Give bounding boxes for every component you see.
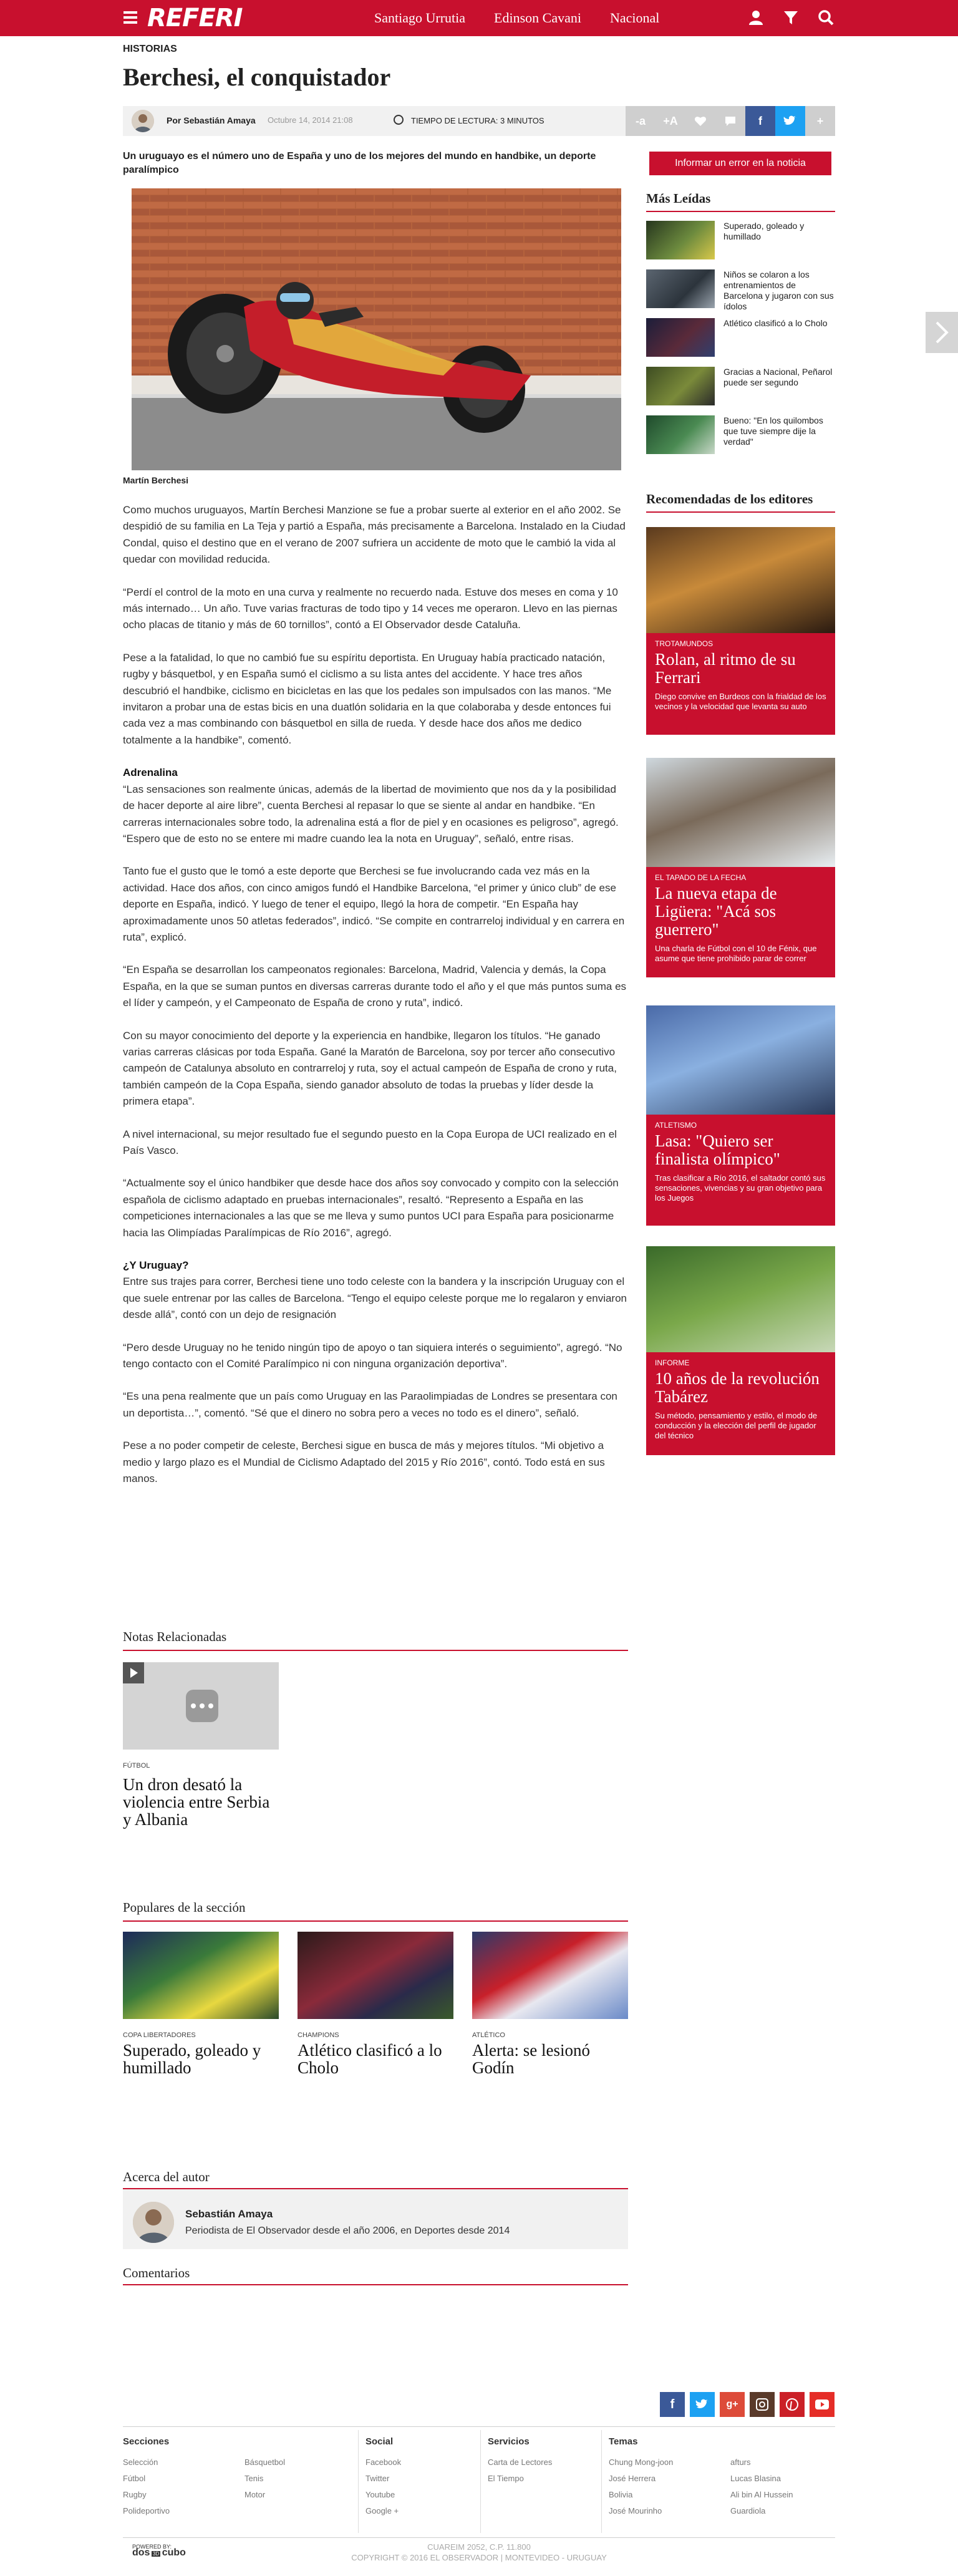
footer-col-title: Secciones (123, 2436, 170, 2447)
footer-link[interactable]: Fútbol (123, 2474, 146, 2483)
nav-link-santiago-urrutia[interactable]: Santiago Urrutia (374, 10, 466, 26)
card-title[interactable]: Atlético clasificó a lo Cholo (298, 2041, 442, 2077)
search-icon[interactable] (817, 9, 835, 26)
main-nav (374, 0, 659, 36)
footer-col-divider (601, 2430, 602, 2533)
card-description: Su método, pensamiento y estilo, el modo de conducción y la elección del perfil de jugador del técnico (655, 1411, 818, 1440)
facebook-share-button[interactable]: f (745, 106, 775, 136)
footer-link[interactable]: Google + (365, 2506, 399, 2515)
card-title[interactable]: Alerta: se lesionó Godín (472, 2041, 590, 2077)
paragraph: “Es una pena realmente que un país como Uruguay en las Paraolimpiadas de Londres se presentara con un deportista…”, comentó. “Sé que el dinero no sobra pero a veces no todo es el dinero”, señaló. (123, 1390, 617, 1419)
editors-card-image[interactable] (646, 527, 835, 633)
footer-link[interactable]: El Tiempo (488, 2474, 524, 2483)
popular-card-image[interactable] (298, 1932, 453, 2019)
editors-card[interactable] (646, 527, 835, 735)
most-read-item[interactable] (646, 318, 835, 367)
related-card[interactable] (123, 1662, 279, 1828)
reading-time: TIEMPO DE LECTURA: 3 MINUTOS (411, 116, 544, 125)
author-name[interactable]: Sebastián Amaya (185, 2208, 273, 2220)
author-avatar[interactable] (133, 2202, 174, 2243)
paragraph: Tanto fue el gusto que le tomó a este deporte que Berchesi se fue involucrando cada vez más en la actividad. Hace dos años, con cinco amigos fundó el Handbike Barcelona, “el primer y único club” de ese deporte en España, indicó. Y luego de tener el equipo, llegó la hora de competir. “En España hay aproximadamente unos 50 atletas federados”, indicó. “Se compite en contrarreloj individual y en carrera en ruta”, explicó. (123, 865, 625, 943)
card-kicker: TROTAMUNDOS (655, 639, 714, 648)
footer-link[interactable]: Motor (244, 2490, 266, 2499)
card-kicker: ATLETISMO (655, 1121, 697, 1130)
filter-icon[interactable] (782, 9, 800, 26)
menu-icon[interactable] (123, 11, 137, 24)
footer-col-title: Temas (609, 2436, 638, 2447)
footer-divider (123, 2426, 835, 2427)
powered-by-brand-suffix: cubo (162, 2547, 186, 2558)
divider (123, 1650, 628, 1651)
footer-link[interactable]: Tenis (244, 2474, 264, 2483)
card-title[interactable]: 10 años de la revolución Tabárez (655, 1369, 820, 1406)
card-title[interactable]: Un dron desató la violencia entre Serbia y Albania (123, 1775, 270, 1829)
footer-link[interactable]: Youtube (365, 2490, 395, 2499)
paragraph: “Pero desde Uruguay no he tenido ningún tipo de apoyo o tan siquiera interés o seguimiento”, agregó. “No tengo contacto con el Comité Paralímpico ni con ninguna organización deportiva”. (123, 1341, 622, 1370)
most-read-title[interactable]: Bueno: "En los quilombos que tuve siempre dije la verdad" (723, 415, 823, 447)
most-read-list (646, 221, 835, 464)
footer-copyright: COPYRIGHT © 2016 EL OBSERVADOR | MONTEVIDEO - URUGUAY (351, 2553, 607, 2562)
paragraph: “Actualmente soy el único handbiker que desde hace dos años soy convocado y compito con la selección española de ciclismo adaptado en pruebas internacionales”, resaltó. “Represento a España en las competiciones internacionales a las que se me lleva y sumo puntos UCI para España para posicionarme hacia las Olimpíadas Paralímpicas de Río 2016”, agregó. (123, 1177, 619, 1239)
footer-col-temas (609, 2436, 852, 2519)
footer-col-servicios (488, 2436, 552, 2487)
most-read-thumbnail[interactable] (646, 318, 715, 357)
paragraph: A nivel internacional, su mejor resultado fue el segundo puesto en la Copa Europa de UCI realizado en el País Vasco. (123, 1128, 617, 1156)
popular-card[interactable] (298, 1932, 453, 2076)
footer-link[interactable]: Chung Mong-joon (609, 2457, 674, 2467)
footer-link[interactable]: Bolivia (609, 2490, 633, 2499)
article-meta-bar (123, 106, 835, 136)
related-card-image[interactable] (123, 1662, 279, 1750)
card-title[interactable]: Superado, goleado y humillado (123, 2041, 261, 2077)
popular-card-image[interactable] (472, 1932, 628, 2019)
card-title[interactable]: Lasa: "Quiero ser finalista olímpico" (655, 1131, 780, 1168)
author-box (123, 2189, 628, 2249)
most-read-thumbnail[interactable] (646, 415, 715, 454)
most-read-thumbnail[interactable] (646, 269, 715, 308)
footer-link[interactable]: Selección (123, 2457, 158, 2467)
section-label[interactable]: HISTORIAS (123, 44, 177, 54)
nav-link-edinson-cavani[interactable]: Edinson Cavani (494, 10, 581, 26)
author-avatar[interactable] (132, 110, 154, 132)
card-description: Tras clasificar a Río 2016, el saltador contó sus sensaciones, vivencias y su gran objetivo para los Juegos (655, 1173, 826, 1203)
footer-link[interactable]: Lucas Blasina (730, 2474, 781, 2483)
footer-col-secciones (123, 2436, 366, 2519)
paragraph: Pese a no poder competir de celeste, Berchesi sigue en busca de más y mejores títulos. “Mi objetivo a medio y largo plazo es el Mundial de Ciclismo Adaptado del 2015 y Río 2016”, contó. Todo está en sus manos. (123, 1440, 605, 1485)
author-bio: Periodista de El Observador desde el año 2006, en Deportes desde 2014 (185, 2225, 510, 2236)
article-title: Berchesi, el conquistador (123, 63, 391, 91)
nav-link-nacional[interactable]: Nacional (609, 10, 660, 26)
paragraph: “Perdí el control de la moto en una curva y realmente no recuerdo nada. Estuve dos meses en coma y 10 más internado… Un año. Tuve varias fracturas de todo tipo y 14 veces me operaron. Llevo en las piernas ocho placas de titanio y más de 60 tornillos”, contó a El Observador desde Cataluña. (123, 586, 618, 631)
footer-col-title: Servicios (488, 2436, 530, 2447)
footer-link[interactable]: Guardiola (730, 2506, 766, 2515)
heart-icon[interactable] (685, 106, 715, 136)
comments-icon[interactable] (715, 106, 745, 136)
paragraph: “En España se desarrollan los campeonatos regionales: Barcelona, Madrid, Valencia y demás, la Copa España, en la que se suman puntos en diversas carreras durante todo el año y el que más puntos suma es el líder y campeón, y el Campeonato de España de crono y ruta”, indicó. (123, 964, 627, 1009)
popular-card[interactable] (472, 1932, 628, 2076)
comments-heading: Comentarios (123, 2265, 190, 2280)
footer-link[interactable]: Rugby (123, 2490, 147, 2499)
divider (646, 511, 835, 513)
next-article-arrow[interactable] (926, 312, 958, 353)
popular-heading: Populares de la sección (123, 1900, 246, 1915)
popular-card-image[interactable] (123, 1932, 279, 2019)
publish-date: Octubre 14, 2014 21:08 (268, 115, 353, 125)
font-decrease-button[interactable]: -a (626, 106, 656, 136)
footer-link[interactable]: José Mourinho (609, 2506, 662, 2515)
footer-link[interactable]: Facebook (365, 2457, 402, 2467)
placeholder-icon (186, 1690, 218, 1722)
site-logo[interactable]: REFERI (147, 4, 243, 32)
most-read-title[interactable]: Niños se colaron a los entrenamientos de Barcelona y jugaron con sus ídolos (723, 269, 834, 311)
user-icon[interactable] (747, 9, 765, 26)
editors-card[interactable] (646, 1246, 835, 1455)
social-links (660, 2392, 835, 2417)
article-lead: Un uruguayo es el número uno de España y uno de los mejores del mundo en handbike, un deporte paralímpico (123, 151, 596, 175)
paragraph: Como muchos uruguayos, Martín Berchesi Manzione se fue a probar suerte al exterior en el año 2002. Se despidió de su familia en La Teja y partió a España, más precisamente a Barcelona. Instalado en la Ciudad Condal, quiso el destino que en el verano de 2007 sufriera un accidente de moto que le cambió la vida al quedar con movilidad reducida. (123, 504, 626, 566)
footer-col-divider (358, 2430, 359, 2533)
most-read-title[interactable]: Atlético clasificó a lo Cholo (723, 318, 828, 328)
popular-card[interactable] (123, 1932, 279, 2076)
powered-by-brand: dos (132, 2547, 150, 2558)
author-name[interactable]: Por Sebastián Amaya (167, 115, 256, 125)
subheading-adrenalina: Adrenalina (123, 767, 178, 779)
play-icon[interactable] (123, 1662, 144, 1683)
divider (646, 211, 835, 212)
most-read-heading: Más Leídas (646, 191, 711, 206)
pinterest-icon[interactable] (780, 2392, 805, 2417)
card-kicker: COPA LIBERTADORES (123, 2031, 196, 2039)
youtube-icon[interactable] (810, 2392, 835, 2417)
footer-link[interactable]: afturs (730, 2457, 751, 2467)
footer-link[interactable]: Básquetbol (244, 2457, 286, 2467)
card-kicker: ATLÉTICO (472, 2031, 505, 2039)
card-title[interactable]: Rolan, al ritmo de su Ferrari (655, 650, 796, 687)
footer-col-title: Social (365, 2436, 394, 2447)
most-read-item[interactable] (646, 269, 835, 318)
footer-address: CUAREIM 2052, C.P. 11.800 (427, 2542, 531, 2552)
article-tools (626, 106, 835, 136)
footer-col-divider (480, 2430, 481, 2533)
instagram-icon[interactable] (750, 2392, 775, 2417)
card-kicker: EL TAPADO DE LA FECHA (655, 873, 747, 882)
most-read-thumbnail[interactable] (646, 367, 715, 405)
divider (123, 1920, 628, 1922)
footer-col-social (365, 2436, 401, 2519)
most-read-item[interactable] (646, 415, 835, 464)
paragraph: “Las sensaciones son realmente únicas, además de la libertad de movimiento que nos da y la posibilidad de hacer deporte al aire libre”, cuenta Berchesi al repasar lo que se siente al andar en handbike. “En carreras internacionales sobre todo, la adrenalina está a flor de piel y en ocasiones es peligroso”, agregó. “Espero que de esto no se entere mi madre cuando lea la nota en Uruguay”, señaló, entre risas. (123, 783, 619, 845)
image-caption: Martín Berchesi (123, 475, 189, 485)
divider (123, 2284, 628, 2285)
paragraph: Entre sus trajes para correr, Berchesi tiene uno todo celeste con la bandera y la inscripción Uruguay con el que suele entrenar por las calles de Barcelona. “Tengo el equipo celeste porque me lo regalaron y enviaron desde allá”, contó con un dejo de resignación (123, 1276, 627, 1321)
footer-link[interactable]: Twitter (365, 2474, 390, 2483)
facebook-icon[interactable]: f (660, 2392, 685, 2417)
footer-divider (123, 2537, 835, 2538)
editors-card[interactable] (646, 1005, 835, 1226)
card-kicker: INFORME (655, 1358, 690, 1367)
related-heading: Notas Relacionadas (123, 1629, 227, 1644)
footer-link[interactable]: Polideportivo (123, 2506, 170, 2515)
footer-link[interactable]: Ali bin Al Hussein (730, 2490, 793, 2499)
top-bar (0, 0, 958, 36)
google-plus-icon[interactable]: g+ (720, 2392, 745, 2417)
card-kicker: CHAMPIONS (298, 2031, 339, 2039)
editors-card-image[interactable] (646, 1246, 835, 1352)
powered-by[interactable]: POWERED BY: dos 3D cubo (132, 2544, 186, 2558)
card-description: Una charla de Fútbol con el 10 de Fénix, que asume que tiene prohibido parar de correr (655, 944, 817, 963)
twitter-icon[interactable] (690, 2392, 715, 2417)
card-title[interactable]: La nueva etapa de Ligüera: "Acá sos guerrero" (655, 884, 777, 939)
editors-heading: Recomendadas de los editores (646, 491, 813, 506)
most-read-title[interactable]: Superado, goleado y humillado (723, 221, 805, 241)
card-description: Diego convive en Burdeos con la frialdad de los vecinos y la velocidad que levanta su auto (655, 692, 826, 711)
subheading-uruguay: ¿Y Uruguay? (123, 1259, 189, 1272)
article-body (123, 502, 628, 1504)
most-read-title[interactable]: Gracias a Nacional, Peñarol puede ser segundo (723, 367, 833, 387)
most-read-item[interactable] (646, 367, 835, 415)
footer-link[interactable]: José Herrera (609, 2474, 656, 2483)
editors-card[interactable] (646, 758, 835, 977)
report-error-button[interactable]: Informar un error en la noticia (649, 152, 831, 175)
about-author-heading: Acerca del autor (123, 2169, 210, 2184)
editors-card-image[interactable] (646, 1005, 835, 1115)
clock-icon (394, 115, 404, 125)
more-share-button[interactable]: + (805, 106, 835, 136)
most-read-thumbnail[interactable] (646, 221, 715, 259)
article-hero-image (132, 188, 621, 470)
footer-link[interactable]: Carta de Lectores (488, 2457, 553, 2467)
paragraph: Pese a la fatalidad, lo que no cambió fue su espíritu deportista. En Uruguay había practicado natación, rugby y básquetbol, y en España sumó el ciclismo a su lista antes del accidente. Y hace tres años descubrió el handbike, ciclismo en bicicletas en las que los pedales son impulsados con las manos. “Me invitaron a probar una de estas bicis en una duatlón solidaria en la que colaboraba y desde entonces fui cada vez a mas combinando con básquetbol en silla de rueda. Y desde hace dos años me dedico totalmente a la handbike”, comentó. (123, 651, 612, 746)
font-increase-button[interactable]: +A (656, 106, 685, 136)
card-kicker: FÚTBOL (123, 1762, 150, 1770)
powered-by-label: POWERED BY: (132, 2544, 172, 2550)
twitter-share-button[interactable] (775, 106, 805, 136)
editors-card-image[interactable] (646, 758, 835, 867)
most-read-item[interactable] (646, 221, 835, 269)
paragraph: Con su mayor conocimiento del deporte y la experiencia en handbike, llegaron los títulos. “He ganado varias carreras clásicas por toda España. Gané la Maratón de Barcelona, soy por tercer año consecutivo campeón de Catalunya absoluto en contrarreloj y ruta, soy el actual campeón de España de crono y ruta, también campeón de la Copa España, siendo ganador absoluto de todas la pruebas y líder desde la primera etapa”. (123, 1029, 617, 1108)
